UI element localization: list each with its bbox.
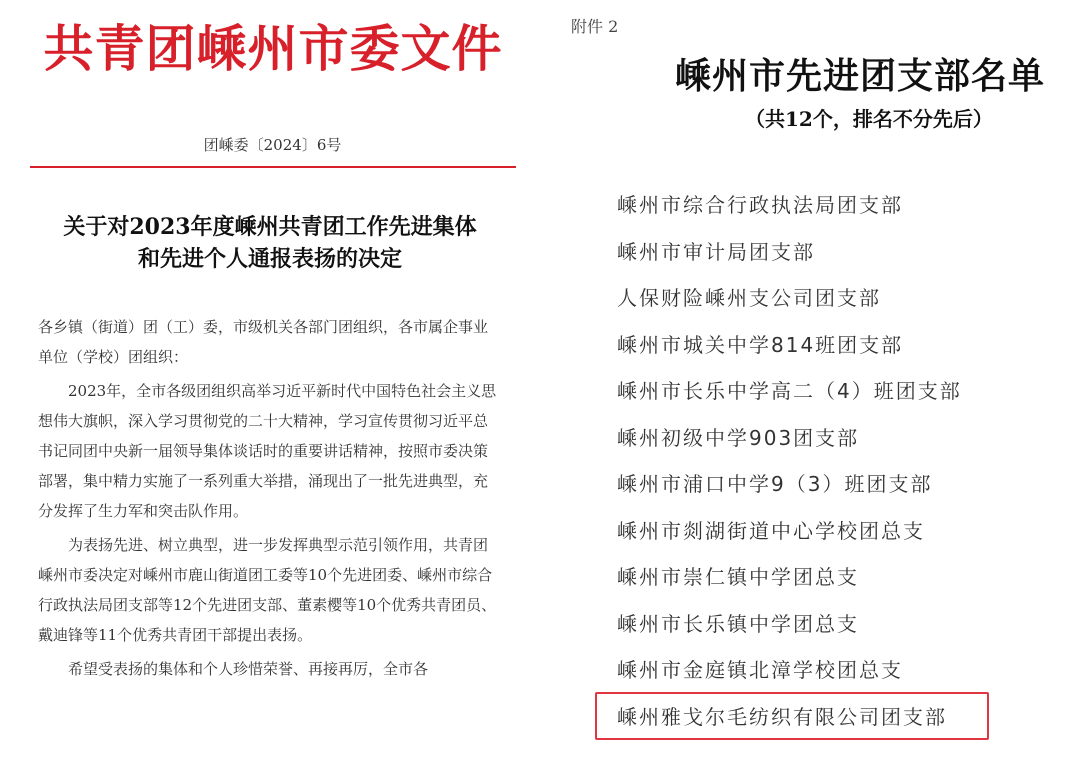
list-item: 嵊州市长乐中学高二（4）班团支部 (617, 379, 962, 403)
list-item: 嵊州市崇仁镇中学团总支 (617, 565, 859, 589)
highlight-box (595, 692, 989, 740)
list-item: 嵊州市金庭镇北漳学校团总支 (617, 658, 903, 682)
list-item: 嵊州市审计局团支部 (617, 239, 815, 264)
document-title-line1: 关于对2023年度嵊州共青团工作先进集体 (63, 214, 477, 240)
document-header: 共青团嵊州市委文件 (43, 19, 503, 78)
list-item: 嵊州市综合行政执法局团支部 (617, 193, 903, 217)
list-item: 嵊州市浦口中学9（3）班团支部 (617, 472, 933, 496)
list-subtitle: （共12个，排名不分先后） (745, 107, 993, 131)
attachment-label: 附件 2 (571, 17, 619, 36)
list-item: 嵊州市剡湖街道中心学校团总支 (617, 518, 925, 543)
document-right-page (545, 0, 1080, 780)
salutation-paragraph: 各乡镇（街道）团（工）委，市级机关各部门团组织，各市属企事业单位（学校）团组织： (38, 318, 489, 366)
body-paragraph: 为表扬先进、树立典型，进一步发挥典型示范引领作用，共青团嵊州市委决定对嵊州市鹿山街道团工委等10个先进团委、嵊州市综合行政执法局团支部等12个先进团支部、董素樱等10个优秀共青团员、戴迪锋等11个优秀共青团干部提出表扬。 (38, 536, 497, 644)
list-item-highlighted: 嵊州雅戈尔毛纺织有限公司团支部 (617, 704, 947, 729)
branch-list (617, 182, 962, 740)
list-item: 人保财险嵊州支公司团支部 (617, 286, 881, 310)
red-divider (30, 166, 516, 168)
list-item: 嵊州市城关中学814班团支部 (617, 332, 904, 357)
document-title (20, 211, 520, 275)
document-body (38, 312, 500, 688)
body-paragraph: 希望受表扬的集体和个人珍惜荣誉、再接再厉，全市各 (68, 660, 429, 678)
list-item: 嵊州初级中学903团支部 (617, 425, 860, 450)
list-title: 嵊州市先进团支部名单 (675, 55, 1046, 97)
body-paragraph: 2023年，全市各级团组织高举习近平新时代中国特色社会主义思想伟大旗帜，深入学习贯彻党的二十大精神，学习宣传贯彻习近平总书记同团中央新一届领导集体谈话时的重要讲话精神，按照市委决策部署，集中精力实施了一系列重大举措，涌现出了一批先进典型，充分发挥了生力军和突击队作用。 (38, 382, 497, 520)
document-number: 团嵊委〔2024〕6号 (203, 136, 342, 154)
list-item: 嵊州市长乐镇中学团总支 (617, 611, 859, 636)
document-title-line2: 和先进个人通报表扬的决定 (137, 246, 402, 272)
